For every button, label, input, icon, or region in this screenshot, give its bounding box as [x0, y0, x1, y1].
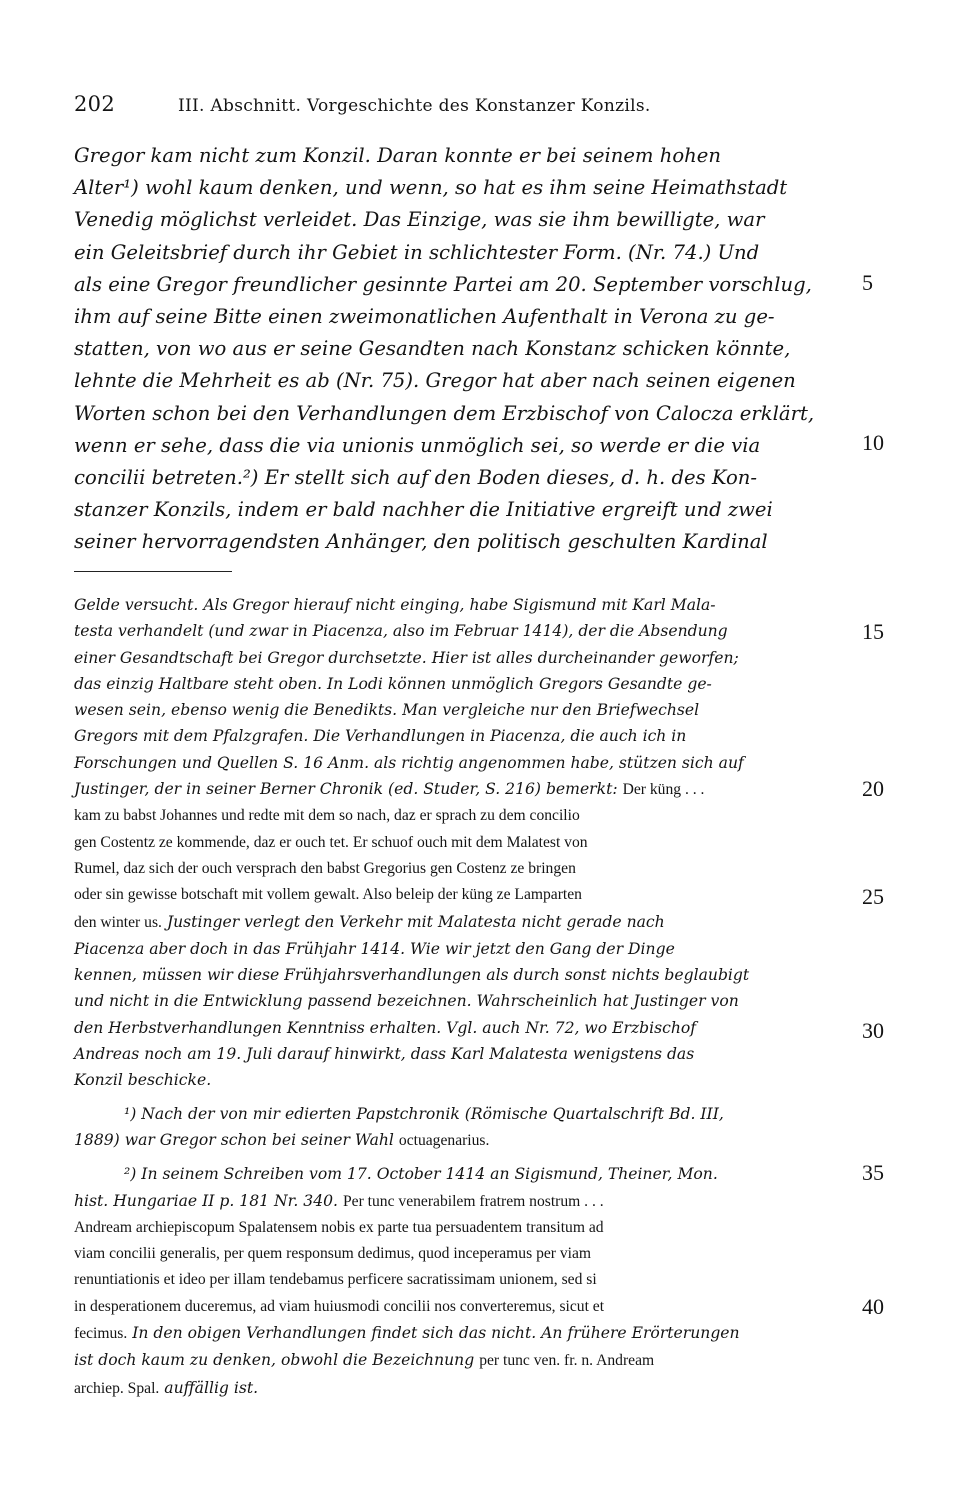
- footnote-line: [74, 1127, 864, 1154]
- main-line: concilii betreten.²) Er stellt sich auf den Boden dieses, d. h. des Kon-: [74, 466, 758, 490]
- latin-quote-line: Andream archiepiscopum Spalatensem nobis ex parte tua persuadentem transitum ad: [74, 1218, 604, 1236]
- footnote-line: ²) In seinem Schreiben vom 17. October 1414 an Sigismund, Theiner, Mon.: [124, 1165, 718, 1184]
- main-line: Gregor kam nicht zum Konzil. Daran konnte er bei seinem hohen: [74, 144, 721, 167]
- main-line: Venedig möglichst verleidet. Das Einzige, was sie ihm bewilligte, war: [74, 208, 765, 232]
- quote-line: kam zu babst Johannes und redte mit dem so nach, daz er sprach zu dem concilio: [74, 807, 580, 825]
- note-line: wesen sein, ebenso wenig die Benedikts. Man vergleiche nur den Briefwechsel: [74, 701, 700, 720]
- footnote-text: ist doch kaum zu denken, obwohl die Bezeichnung: [74, 1351, 475, 1370]
- note-line: Gelde versucht. Als Gregor hierauf nicht einging, habe Sigismund mit Karl Mala-: [74, 596, 716, 614]
- main-line: wenn er sehe, dass die via unionis unmöglich sei, so werde er die via: [74, 433, 761, 457]
- note-line: Forschungen und Quellen S. 16 Anm. als richtig angenommen habe, stützen sich auf: [74, 753, 744, 772]
- note-line: den Herbstverhandlungen Kenntniss erhalten. Vgl. auch Nr. 72, wo Erzbischof: [74, 1018, 697, 1037]
- footnote-line: [74, 1347, 864, 1374]
- line-number: 35: [862, 1160, 884, 1185]
- running-header: [74, 92, 874, 116]
- latin-quote-end: fecimus.: [74, 1325, 128, 1343]
- note-line: das einzig Haltbare steht oben. In Lodi können unmöglich Gregors Gesandte ge-: [74, 674, 712, 693]
- note-line: kennen, müssen wir diese Frühjahrsverhandlungen als durch sonst nichts beglaubigt: [74, 966, 750, 985]
- line-number: 20: [862, 776, 884, 801]
- main-line: Worten schon bei den Verhandlungen dem Erzbischof von Calocza erklärt,: [74, 401, 815, 425]
- quote-line: gen Costentz ze kommende, daz er ouch tet. Er schuof ouch mit dem Malatest von: [74, 833, 588, 851]
- main-text: [74, 140, 864, 559]
- line-number: 15: [862, 619, 884, 644]
- quote-line: Rumel, daz sich der ouch versprach den babst Gregorius gen Costenz ze bringen: [74, 859, 576, 877]
- footnote-line: [74, 1375, 864, 1402]
- page-number: 202: [74, 92, 115, 116]
- footnote-2: [74, 1161, 864, 1402]
- note-line: Andreas noch am 19. Juli darauf hinwirkt, dass Karl Malatesta wenigstens das: [74, 1045, 695, 1064]
- footnote-text: hist. Hungariae II p. 181 Nr. 340.: [74, 1191, 339, 1210]
- note-text: Justinger verlegt den Verkehr mit Malatesta nicht gerade nach: [166, 912, 665, 931]
- note-line: Gregors mit dem Pfalzgrafen. Die Verhandlungen in Piacenza, die auch ich in: [74, 727, 687, 746]
- latin-quote: Per tunc venerabilem fratrem nostrum . . .: [342, 1192, 604, 1210]
- quote-line: oder sin gewisse botschaft mit vollem gewalt. Also beleip der küng ze Lamparten: [74, 886, 582, 904]
- footnote-line: [74, 1188, 864, 1215]
- note-line: einer Gesandtschaft bei Gregor durchsetzte. Hier ist alles durcheinander geworfen;: [74, 648, 739, 667]
- main-line: Alter¹) wohl kaum denken, und wenn, so hat es ihm seine Heimathstadt: [74, 176, 788, 200]
- line-number: 25: [862, 884, 884, 909]
- main-line: als eine Gregor freundlicher gesinnte Partei am 20. September vorschlug,: [74, 272, 812, 296]
- main-line: lehnte die Mehrheit es ab (Nr. 75). Gregor hat aber nach seinen eigenen: [74, 369, 796, 393]
- latin-quote-line: in desperationem duceremus, ad viam huiusmodi concilii nos converteremus, sicut et: [74, 1297, 605, 1315]
- note-line: [74, 776, 864, 803]
- footnote-text: 1889) war Gregor schon bei seiner Wahl: [74, 1130, 394, 1149]
- line-number: 10: [862, 430, 884, 455]
- latin-term: archiep. Spal.: [74, 1379, 160, 1397]
- latin-term: per tunc ven. fr. n. Andream: [479, 1352, 655, 1370]
- footnote-text: In den obigen Verhandlungen findet sich das nicht. An frühere Erörterungen: [132, 1324, 740, 1343]
- note-line: [74, 909, 864, 936]
- note-line: Piacenza aber doch in das Frühjahr 1414. Wie wir jetzt den Gang der Dinge: [74, 939, 675, 958]
- main-line: stanzer Konzils, indem er bald nachher die Initiative ergreift und zwei: [74, 498, 773, 522]
- footnote-line: [74, 1320, 864, 1347]
- note-line: Konzil beschicke.: [74, 1071, 212, 1090]
- main-line: ein Geleitsbrief durch ihr Gebiet in schlichtester Form. (Nr. 74.) Und: [74, 240, 760, 264]
- quote-end: den winter us.: [74, 913, 162, 931]
- note-line: und nicht in die Entwicklung passend bezeichnen. Wahrscheinlich hat Justinger von: [74, 992, 739, 1011]
- quote-start: Der küng . . .: [622, 781, 705, 799]
- latin-quote-line: viam concilii generalis, per quem responsum dedimus, quod inceperamus per viam: [74, 1245, 592, 1263]
- note-text: Justinger, der in seiner Berner Chronik (ed. Studer, S. 216) bemerkt:: [74, 780, 618, 799]
- latin-term: octuagenarius.: [398, 1131, 490, 1149]
- line-number: 30: [862, 1018, 884, 1043]
- main-line: statten, von wo aus er seine Gesandten nach Konstanz schicken könnte,: [74, 337, 791, 361]
- latin-quote-line: renuntiationis et ideo per illam tendebamus perficere sacratissimam unionem, sed si: [74, 1271, 597, 1289]
- footnote-line: ¹) Nach der von mir edierten Papstchronik (Römische Quartalschrift Bd. III,: [124, 1104, 724, 1123]
- main-line: ihm auf seine Bitte einen zweimonatlichen Aufenthalt in Verona zu ge-: [74, 305, 775, 329]
- main-line: seiner hervorragendsten Anhänger, den politisch geschulten Kardinal: [74, 530, 768, 554]
- footnote-1: [74, 1101, 864, 1155]
- footnote-text: auffällig ist.: [164, 1378, 259, 1397]
- footnote-separator: [74, 571, 232, 572]
- footnotes: [74, 592, 864, 1402]
- note-line: testa verhandelt (und zwar in Piacenza, also im Februar 1414), der die Absendung: [74, 622, 728, 641]
- line-number: 40: [862, 1294, 884, 1319]
- line-number: 5: [862, 270, 873, 295]
- running-title: III. Abschnitt. Vorgeschichte des Konstanzer Konzils.: [178, 96, 651, 116]
